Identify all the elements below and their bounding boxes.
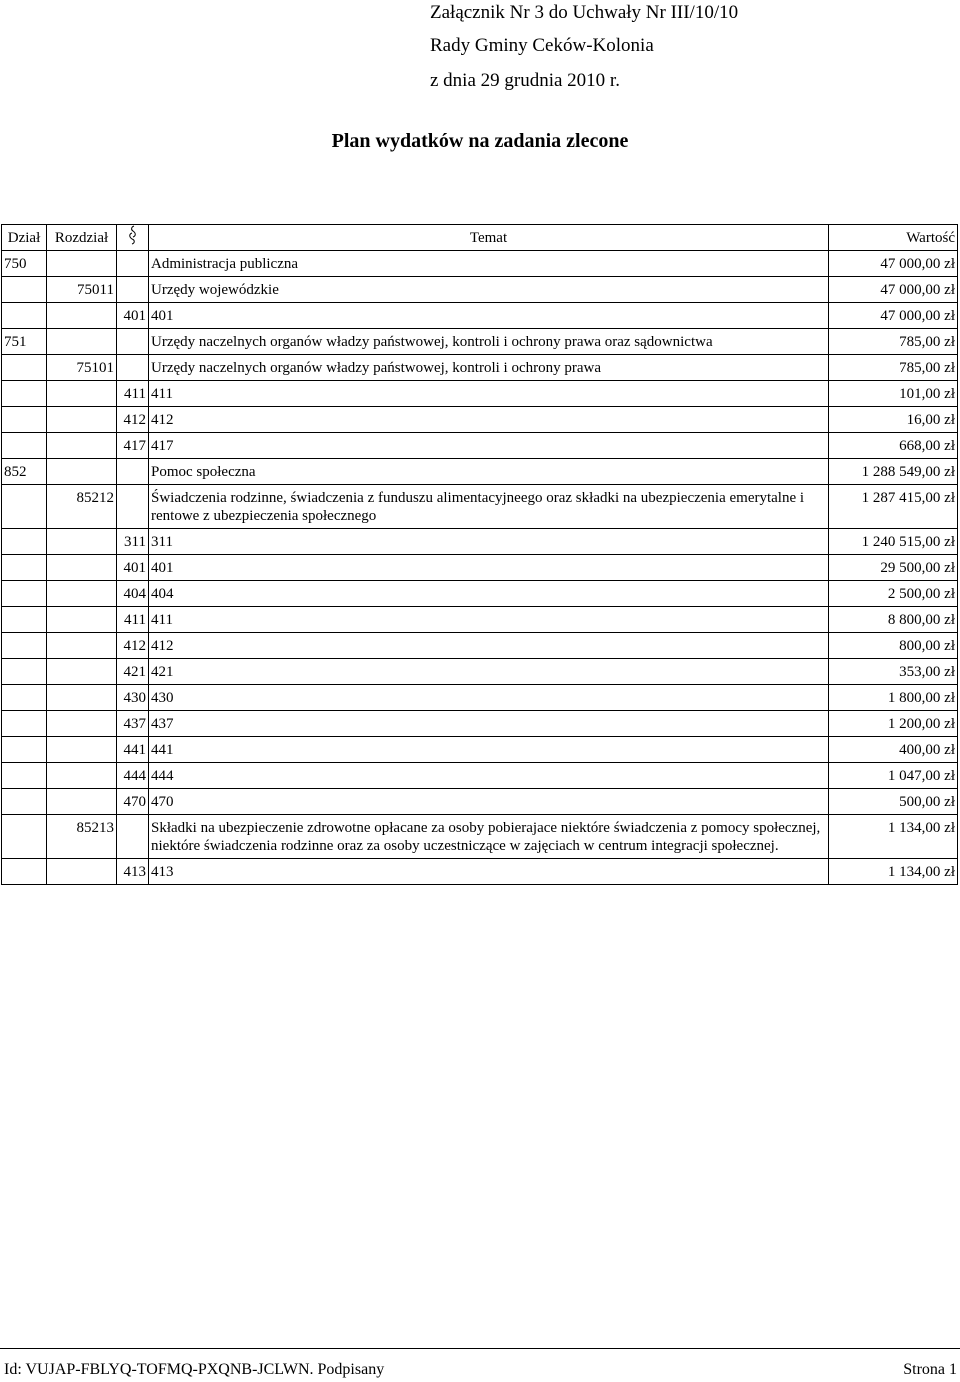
cell-dzial	[2, 407, 47, 433]
cell-rozdzial: 85213	[47, 815, 117, 859]
cell-dzial	[2, 607, 47, 633]
cell-dzial	[2, 737, 47, 763]
cell-wartosc: 2 500,00 zł	[829, 581, 958, 607]
cell-temat: 430	[149, 685, 829, 711]
cell-rozdzial	[47, 329, 117, 355]
cell-rozdzial	[47, 581, 117, 607]
cell-dzial	[2, 555, 47, 581]
table-row	[2, 815, 958, 859]
cell-rozdzial	[47, 303, 117, 329]
cell-temat: 417	[149, 433, 829, 459]
cell-paragraf: 417	[117, 433, 149, 459]
cell-paragraf: 411	[117, 607, 149, 633]
cell-paragraf: 401	[117, 555, 149, 581]
column-header-dzial: Dział	[2, 225, 47, 251]
cell-paragraf: 411	[117, 381, 149, 407]
table-row	[2, 529, 958, 555]
cell-dzial	[2, 277, 47, 303]
cell-rozdzial: 75011	[47, 277, 117, 303]
table-row	[2, 737, 958, 763]
cell-wartosc: 668,00 zł	[829, 433, 958, 459]
cell-dzial	[2, 485, 47, 529]
cell-dzial	[2, 581, 47, 607]
cell-rozdzial	[47, 737, 117, 763]
paragraph-icon	[128, 225, 138, 245]
cell-paragraf: 311	[117, 529, 149, 555]
cell-rozdzial	[47, 685, 117, 711]
cell-dzial: 750	[2, 251, 47, 277]
cell-rozdzial: 75101	[47, 355, 117, 381]
table-row	[2, 355, 958, 381]
cell-paragraf: 404	[117, 581, 149, 607]
cell-paragraf	[117, 277, 149, 303]
cell-paragraf: 444	[117, 763, 149, 789]
paragraph-column-header	[117, 225, 149, 251]
cell-rozdzial	[47, 529, 117, 555]
cell-rozdzial	[47, 659, 117, 685]
cell-paragraf: 421	[117, 659, 149, 685]
table-row	[2, 659, 958, 685]
cell-paragraf	[117, 329, 149, 355]
cell-paragraf: 401	[117, 303, 149, 329]
cell-paragraf: 412	[117, 407, 149, 433]
cell-rozdzial	[47, 459, 117, 485]
table-row	[2, 485, 958, 529]
cell-rozdzial	[47, 633, 117, 659]
cell-paragraf: 437	[117, 711, 149, 737]
cell-dzial: 751	[2, 329, 47, 355]
cell-temat: 421	[149, 659, 829, 685]
table-row	[2, 303, 958, 329]
cell-wartosc: 1 800,00 zł	[829, 685, 958, 711]
cell-wartosc: 1 200,00 zł	[829, 711, 958, 737]
column-header-temat: Temat	[149, 225, 829, 251]
cell-paragraf: 430	[117, 685, 149, 711]
cell-paragraf	[117, 485, 149, 529]
table-row	[2, 459, 958, 485]
table-row	[2, 763, 958, 789]
cell-wartosc: 1 134,00 zł	[829, 859, 958, 885]
cell-wartosc: 47 000,00 zł	[829, 251, 958, 277]
table-row	[2, 685, 958, 711]
cell-temat: 411	[149, 607, 829, 633]
cell-dzial	[2, 633, 47, 659]
cell-paragraf	[117, 251, 149, 277]
attachment-title: Załącznik Nr 3 do Uchwały Nr III/10/10	[430, 2, 739, 23]
cell-wartosc: 400,00 zł	[829, 737, 958, 763]
cell-paragraf: 441	[117, 737, 149, 763]
table-row	[2, 789, 958, 815]
cell-temat: Pomoc społeczna	[149, 459, 829, 485]
cell-temat: 401	[149, 555, 829, 581]
cell-dzial	[2, 711, 47, 737]
cell-wartosc: 47 000,00 zł	[829, 277, 958, 303]
cell-rozdzial	[47, 381, 117, 407]
page-footer	[0, 1348, 960, 1382]
cell-temat: 412	[149, 633, 829, 659]
table-row	[2, 607, 958, 633]
cell-paragraf: 470	[117, 789, 149, 815]
cell-wartosc: 1 240 515,00 zł	[829, 529, 958, 555]
cell-temat: 413	[149, 859, 829, 885]
column-header-rozdzial: Rozdział	[47, 225, 117, 251]
cell-temat: Składki na ubezpieczenie zdrowotne opłacane za osoby pobierajace niektóre świadczenia z pomocy społecznej, niektóre świadczenia rodzinne oraz za osoby uczestniczące w zajęciach w centrum integracji społecznej.	[149, 815, 829, 859]
cell-wartosc: 785,00 zł	[829, 329, 958, 355]
cell-temat: Urzędy naczelnych organów władzy państwowej, kontroli i ochrony prawa oraz sądownictwa	[149, 329, 829, 355]
cell-temat: Urzędy wojewódzkie	[149, 277, 829, 303]
cell-temat: 441	[149, 737, 829, 763]
cell-temat: 404	[149, 581, 829, 607]
expenditure-table	[1, 224, 958, 885]
cell-wartosc: 353,00 zł	[829, 659, 958, 685]
document-id: Id: VUJAP-FBLYQ-TOFMQ-PXQNB-JCLWN. Podpisany	[4, 1361, 385, 1378]
cell-dzial	[2, 529, 47, 555]
cell-paragraf	[117, 355, 149, 381]
table-row	[2, 633, 958, 659]
cell-dzial	[2, 355, 47, 381]
cell-dzial	[2, 685, 47, 711]
cell-wartosc: 101,00 zł	[829, 381, 958, 407]
cell-rozdzial	[47, 789, 117, 815]
table-row	[2, 277, 958, 303]
cell-temat: 411	[149, 381, 829, 407]
cell-paragraf	[117, 459, 149, 485]
cell-rozdzial	[47, 711, 117, 737]
cell-wartosc: 47 000,00 zł	[829, 303, 958, 329]
cell-temat: 470	[149, 789, 829, 815]
cell-rozdzial	[47, 763, 117, 789]
table-row	[2, 555, 958, 581]
cell-temat: 311	[149, 529, 829, 555]
cell-paragraf: 413	[117, 859, 149, 885]
cell-wartosc: 800,00 zł	[829, 633, 958, 659]
table-row	[2, 329, 958, 355]
cell-wartosc: 29 500,00 zł	[829, 555, 958, 581]
table-header-row	[2, 225, 958, 251]
column-header-wartosc: Wartość	[829, 225, 958, 251]
cell-temat: Administracja publiczna	[149, 251, 829, 277]
cell-dzial	[2, 659, 47, 685]
cell-temat: 412	[149, 407, 829, 433]
cell-wartosc: 1 287 415,00 zł	[829, 485, 958, 529]
cell-wartosc: 1 288 549,00 zł	[829, 459, 958, 485]
cell-dzial	[2, 815, 47, 859]
cell-wartosc: 500,00 zł	[829, 789, 958, 815]
cell-rozdzial: 85212	[47, 485, 117, 529]
cell-dzial	[2, 789, 47, 815]
table-row	[2, 581, 958, 607]
cell-rozdzial	[47, 607, 117, 633]
cell-dzial	[2, 303, 47, 329]
council-name: Rady Gminy Ceków-Kolonia	[430, 35, 654, 56]
cell-rozdzial	[47, 407, 117, 433]
cell-rozdzial	[47, 433, 117, 459]
cell-wartosc: 1 134,00 zł	[829, 815, 958, 859]
table-row	[2, 407, 958, 433]
cell-temat: Urzędy naczelnych organów władzy państwowej, kontroli i ochrony prawa	[149, 355, 829, 381]
cell-paragraf: 412	[117, 633, 149, 659]
table-row	[2, 251, 958, 277]
cell-temat: 444	[149, 763, 829, 789]
cell-wartosc: 16,00 zł	[829, 407, 958, 433]
page-number: Strona 1	[903, 1361, 957, 1378]
table-row	[2, 711, 958, 737]
cell-rozdzial	[47, 555, 117, 581]
cell-rozdzial	[47, 859, 117, 885]
cell-dzial	[2, 763, 47, 789]
cell-paragraf	[117, 815, 149, 859]
cell-dzial	[2, 433, 47, 459]
cell-dzial	[2, 381, 47, 407]
cell-dzial: 852	[2, 459, 47, 485]
cell-wartosc: 8 800,00 zł	[829, 607, 958, 633]
cell-temat: 401	[149, 303, 829, 329]
cell-temat: Świadczenia rodzinne, świadczenia z funduszu alimentacyjneego oraz składki na ubezpieczenia emerytalne i rentowe z ubezpieczenia społecznego	[149, 485, 829, 529]
cell-wartosc: 1 047,00 zł	[829, 763, 958, 789]
page-title: Plan wydatków na zadania zlecone	[331, 130, 629, 152]
resolution-date: z dnia 29 grudnia 2010 r.	[430, 70, 620, 91]
table-row	[2, 381, 958, 407]
cell-dzial	[2, 859, 47, 885]
table-row	[2, 433, 958, 459]
cell-temat: 437	[149, 711, 829, 737]
cell-rozdzial	[47, 251, 117, 277]
cell-wartosc: 785,00 zł	[829, 355, 958, 381]
table-row	[2, 859, 958, 885]
